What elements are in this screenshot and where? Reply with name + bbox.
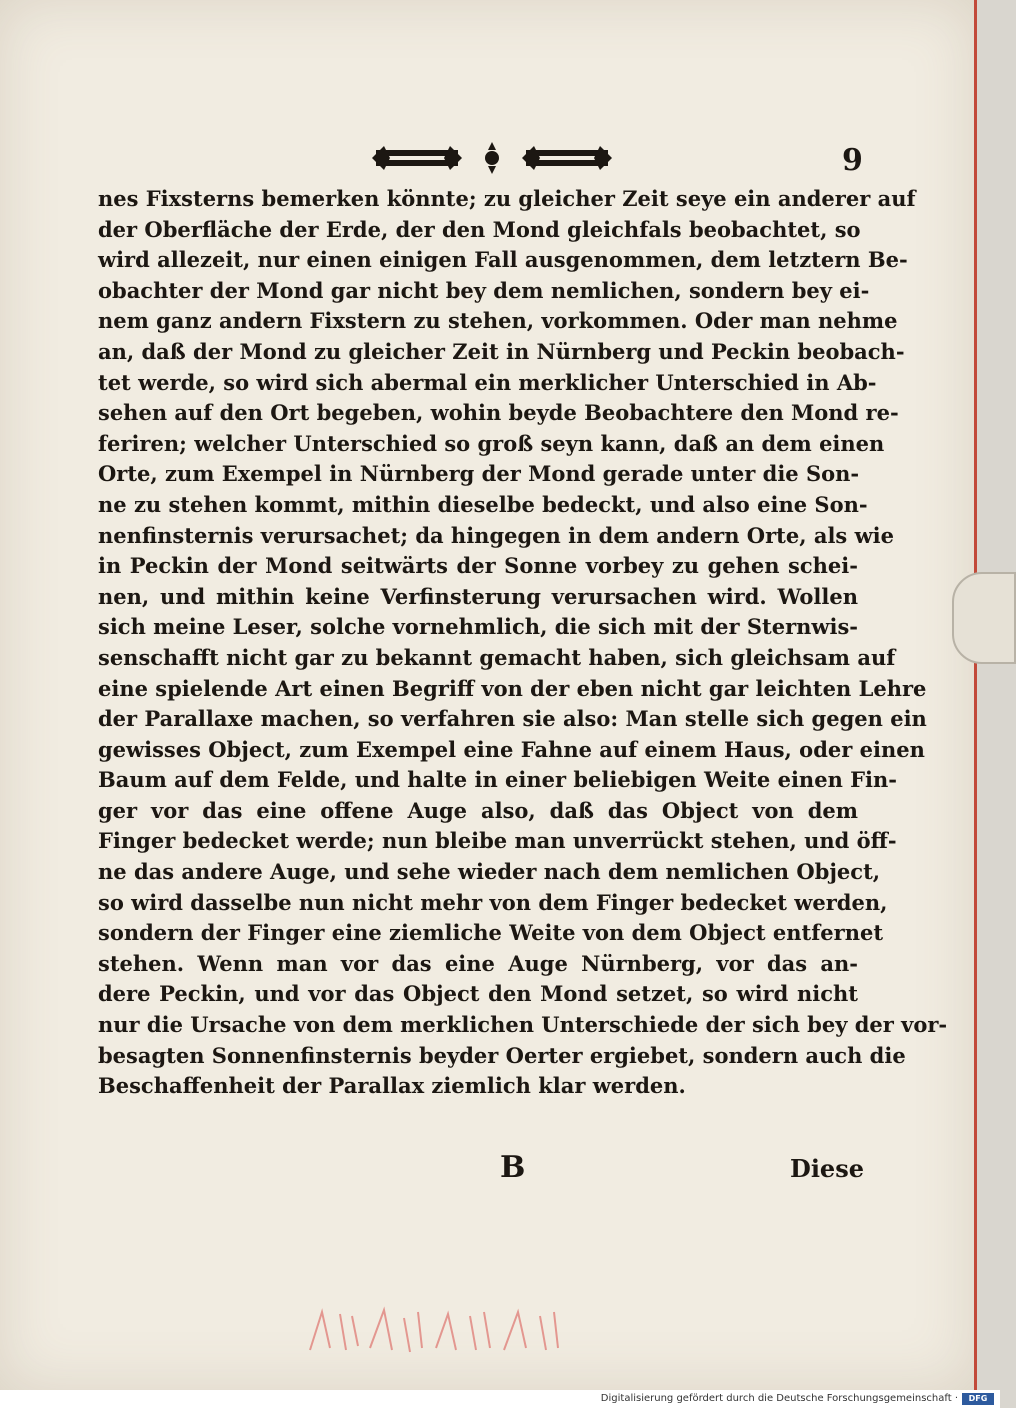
text-line: gewisses Object, zum Exempel eine Fahne auf einem Haus, oder einen [98, 736, 925, 762]
text-line: nur die Ursache von dem merklichen Unterschiede der sich bey der vor- [98, 1012, 948, 1038]
text-line: der Parallaxe machen, so verfahren sie also: Man stelle sich gegen ein [98, 706, 927, 732]
text-line: in Peckin der Mond seitwärts der Sonne vorbey zu gehen schei- [98, 553, 858, 579]
page-number: 9 [842, 143, 863, 178]
text-line: nen, und mithin keine Verfinsterung verursachen wird. Wollen [98, 583, 858, 609]
body-text [98, 184, 948, 1102]
text-line: Finger bedecket werde; nun bleibe man unverrückt stehen, und öff- [98, 828, 897, 854]
text-line: ne das andere Auge, und sehe wieder nach dem nemlichen Object, [98, 859, 881, 885]
text-line: an, daß der Mond zu gleicher Zeit in Nürnberg und Peckin beobach- [98, 338, 905, 364]
text-line: Orte, zum Exempel in Nürnberg der Mond gerade unter die Son- [98, 461, 860, 487]
header-ornament [372, 138, 612, 178]
text-line: so wird dasselbe nun nicht mehr von dem Finger bedecket werden, [98, 889, 888, 915]
text-line: ne zu stehen kommt, mithin dieselbe bedeckt, und also eine Son- [98, 491, 868, 517]
text-line: eine spielende Art einen Begriff von der eben nicht gar leichten Lehre [98, 675, 927, 701]
text-line: feriren; welcher Unterschied so groß seyn kann, daß an dem einen [98, 430, 885, 456]
text-line: obachter der Mond gar nicht bey dem nemlichen, sondern bey ei- [98, 277, 870, 303]
dfg-logo: DFG [962, 1393, 994, 1405]
text-line: sondern der Finger eine ziemliche Weite von dem Object entfernet [98, 920, 884, 946]
text-line: ger vor das eine offene Auge also, daß das Object von dem [98, 797, 858, 823]
text-line: senschafft nicht gar zu bekannt gemacht haben, sich gleichsam auf [98, 644, 896, 670]
footer-credit: Digitalisierung gefördert durch die Deutsche Forschungsgemeinschaft · [600, 1393, 958, 1404]
text-line: dere Peckin, und vor das Object den Mond setzet, so wird nicht [98, 981, 858, 1007]
signature-mark: B [500, 1150, 526, 1185]
text-line: sehen auf den Ort begeben, wohin beyde Beobachtere den Mond re- [98, 400, 899, 426]
text-line: Beschaffenheit der Parallax ziemlich klar werden. [98, 1073, 686, 1099]
text-line: nenfinsternis verursachet; da hingegen in dem andern Orte, als wie [98, 522, 894, 548]
footer-bar [0, 1390, 1000, 1408]
text-line: besagten Sonnenfinsternis beyder Oerter ergiebet, sondern auch die [98, 1042, 906, 1068]
text-line: stehen. Wenn man vor das eine Auge Nürnberg, vor das an- [98, 950, 858, 976]
text-line: wird allezeit, nur einen einigen Fall ausgenommen, dem letztern Be- [98, 247, 908, 273]
text-line: der Oberfläche der Erde, der den Mond gleichfals beobachtet, so [98, 216, 861, 242]
catchword: Diese [790, 1154, 864, 1183]
text-line: nes Fixsterns bemerken könnte; zu gleicher Zeit seye ein anderer auf [98, 186, 916, 211]
page-tab-marker [952, 572, 1016, 664]
text-line: tet werde, so wird sich abermal ein merklicher Unterschied in Ab- [98, 369, 877, 395]
text-line: Baum auf dem Felde, und halte in einer beliebigen Weite einen Fin- [98, 767, 898, 793]
text-line: nem ganz andern Fixstern zu stehen, vorkommen. Oder man nehme [98, 308, 898, 334]
text-line: sich meine Leser, solche vornehmlich, die sich mit der Sternwis- [98, 614, 858, 640]
red-stamp-mark [300, 1300, 600, 1360]
